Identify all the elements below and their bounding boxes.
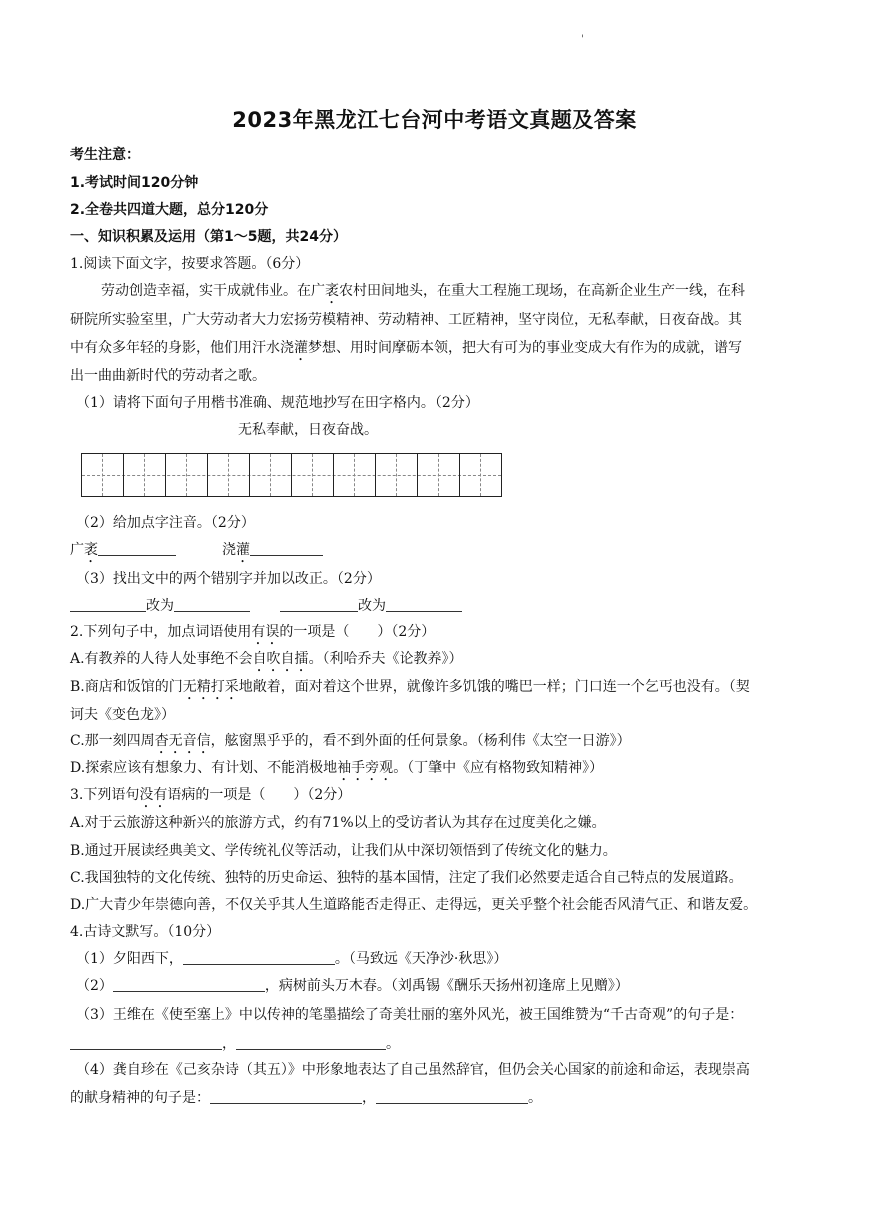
grid-dash (480, 454, 481, 496)
notice-item-time: 1.考试时间120分钟 (70, 175, 199, 191)
dotted-word: 杳无音信 (154, 733, 211, 749)
section-heading: 一、知识积累及运用（第1～5题，共24分） (70, 229, 347, 245)
grid-dash (186, 454, 187, 496)
poem-blank-2[interactable] (113, 977, 265, 992)
text-span: ，舷窗黑乎乎的，看不到外面的任何景象。（杨利伟《太空一日游》） (210, 733, 631, 749)
text-span: 。（丁肇中《应有格物致知精神》） (393, 760, 604, 776)
dotted-char: 袤 (84, 542, 98, 558)
q4-stem: 4.古诗文默写。（10分） (70, 924, 221, 940)
poem-blank-4b[interactable] (376, 1089, 528, 1104)
dotted-word: 无精打采 (182, 679, 239, 695)
grid-line (291, 454, 292, 496)
text-span: 。 (528, 1090, 542, 1106)
text-span: ， (222, 1036, 236, 1052)
q1-passage-line-2: 研院所实验室里，广大劳动者大力宏扬劳模精神、劳动精神、工匠精神，坚守岗位，无私奉献，日夜奋战。其 (70, 312, 742, 328)
q2-stem (70, 622, 435, 648)
q1-passage-line-3 (70, 338, 742, 364)
text-span: 梦想、用时间摩砺本领，把大有可为的事业变成大有作为的成就，谱写 (308, 340, 742, 356)
q4-item-4: （4）龚自珍在《己亥杂诗（其五）》中形象地表达了自己虽然辞官，但仍会关心国家的前途和命运，表现崇高 (76, 1062, 750, 1078)
q4-item-4-blanks (70, 1088, 542, 1108)
text-span: A.有教养的人待人处事绝不会 (70, 651, 253, 667)
grid-line (375, 454, 376, 496)
q3-option-d[interactable]: D.广大青少年崇德向善，不仅关乎其人生道路能否走得正、走得远，更关乎整个社会能否风清气正、和谐友爱。 (70, 897, 758, 913)
fixed-char-blank-2[interactable] (386, 597, 462, 612)
q3-option-b[interactable]: B.通过开展读经典美文、学传统礼仪等活动，让我们从中深切领悟到了传统文化的魅力。 (70, 843, 617, 859)
q3-stem (70, 785, 351, 811)
q1-sub1: （1）请将下面句子用楷书准确、规范地抄写在田字格内。（2分） (76, 395, 479, 411)
grid-dash (438, 454, 439, 496)
fixed-char-blank-1[interactable] (174, 597, 250, 612)
text-span: 。 (386, 1036, 400, 1052)
grid-dash (102, 454, 103, 496)
text-span: 浇 (222, 542, 236, 558)
q1-sub3: （3）找出文中的两个错别字并加以改正。（2分） (76, 571, 381, 587)
correction-line (70, 596, 462, 616)
grid-dash (396, 454, 397, 496)
wrong-char-blank-1[interactable] (70, 597, 146, 612)
dotted-char: 灌 (294, 340, 308, 356)
pinyin-blank-1[interactable] (98, 541, 176, 556)
text-span: ， (362, 1090, 376, 1106)
q2-option-a[interactable] (70, 649, 463, 675)
q4-item-1 (76, 949, 507, 969)
q1-stem: 1.阅读下面文字，按要求答题。（6分） (70, 256, 310, 272)
header-mark: ' (581, 34, 584, 45)
text-span: B.商店和饭馆的门 (70, 679, 183, 695)
grid-line (417, 454, 418, 496)
grid-line (459, 454, 460, 496)
q3-option-a[interactable]: A.对于云旅游这种新兴的旅游方式，约有71%以上的受访者认为其存在过度美化之嫌。 (70, 815, 606, 831)
tianzige-grid[interactable] (81, 453, 502, 497)
text-span: 广 (70, 542, 84, 558)
poem-blank-3b[interactable] (236, 1035, 386, 1050)
q3-option-c[interactable]: C.我国独特的文化传统、独特的历史命运、独特的基本国情，注定了我们必然要走适合自己特点的发展道路。 (70, 870, 743, 886)
pinyin-line (70, 540, 323, 566)
text-span: 的一项是（ ）（2分） (279, 624, 436, 640)
text-span: ，病树前头万木春。（刘禹锡《酬乐天扬州初逢席上见赠》） (264, 978, 629, 994)
poem-blank-1[interactable] (183, 950, 335, 965)
grid-line (165, 454, 166, 496)
poem-blank-3a[interactable] (70, 1035, 222, 1050)
q4-item-3-blanks (70, 1034, 400, 1054)
grid-line (207, 454, 208, 496)
dotted-char: 袤 (325, 283, 339, 299)
notice-item-score: 2.全卷共四道大题，总分120分 (70, 202, 269, 218)
text-span: 农村田间地头，在重大工程施工现场，在高新企业生产一线，在科 (339, 283, 745, 299)
text-span: 的献身精神的句子是： (70, 1090, 210, 1106)
text-span: 中有众多年轻的身影，他们用汗水浇 (70, 340, 294, 356)
text-span: 。（利哈乔夫《论教养》） (308, 651, 463, 667)
text-span: 。（马致远《天净沙·秋思》） (334, 951, 508, 967)
text-span: 劳动创造幸福，实干成就伟业。在广 (101, 283, 325, 299)
poem-blank-4a[interactable] (210, 1089, 362, 1104)
text-span: 改为 (358, 598, 386, 614)
text-span: 语病的一项是（ ）（2分） (167, 787, 352, 803)
q4-item-2 (76, 976, 629, 996)
text-span: 地敞着，面对着这个世界，就像许多饥饿的嘴巴一样；门口连一个乞丐也没有。（契 (238, 679, 750, 695)
text-span: （2） (76, 978, 113, 994)
page-title: 2023年黑龙江七台河中考语文真题及答案 (232, 108, 637, 132)
grid-line (249, 454, 250, 496)
text-span: 改为 (146, 598, 174, 614)
q1-passage-line-1 (101, 281, 745, 307)
q2-option-b-cont: 诃夫《变色龙》） (70, 707, 175, 723)
text-span: （1）夕阳西下， (76, 951, 183, 967)
text-span: D.探索应该有想象力、有计划、不能消极地 (70, 760, 338, 776)
dotted-char: 有误 (251, 624, 280, 640)
grid-line (333, 454, 334, 496)
copy-sentence: 无私奉献，日夜奋战。 (238, 422, 378, 438)
q2-option-c[interactable] (70, 731, 631, 757)
dotted-word: 袖手旁观 (337, 760, 394, 776)
grid-dash (228, 454, 229, 496)
q4-item-3: （3）王维在《使至塞上》中以传神的笔墨描绘了奇美壮丽的塞外风光，被王国维赞为“千古奇观”的句子是： (76, 1007, 744, 1023)
dotted-word: 没有 (139, 787, 168, 803)
grid-dash (312, 454, 313, 496)
q1-sub2: （2）给加点字注音。（2分） (76, 515, 255, 531)
notice-heading: 考生注意： (70, 147, 140, 163)
dotted-word: 自吹自擂 (252, 651, 309, 667)
grid-dash (270, 454, 271, 496)
grid-line (123, 454, 124, 496)
text-span: C.那一刻四周 (70, 733, 155, 749)
text-span: 3.下列语句 (70, 787, 140, 803)
grid-dash (354, 454, 355, 496)
pinyin-blank-2[interactable] (250, 541, 323, 556)
text-span: 2.下列句子中，加点词语使用 (70, 624, 252, 640)
grid-dash (144, 454, 145, 496)
q2-option-b[interactable] (70, 677, 750, 703)
q1-passage-line-4: 出一曲曲新时代的劳动者之歌。 (70, 368, 266, 384)
wrong-char-blank-2[interactable] (280, 597, 358, 612)
dotted-char: 灌 (236, 542, 250, 558)
q2-option-d[interactable] (70, 758, 603, 784)
